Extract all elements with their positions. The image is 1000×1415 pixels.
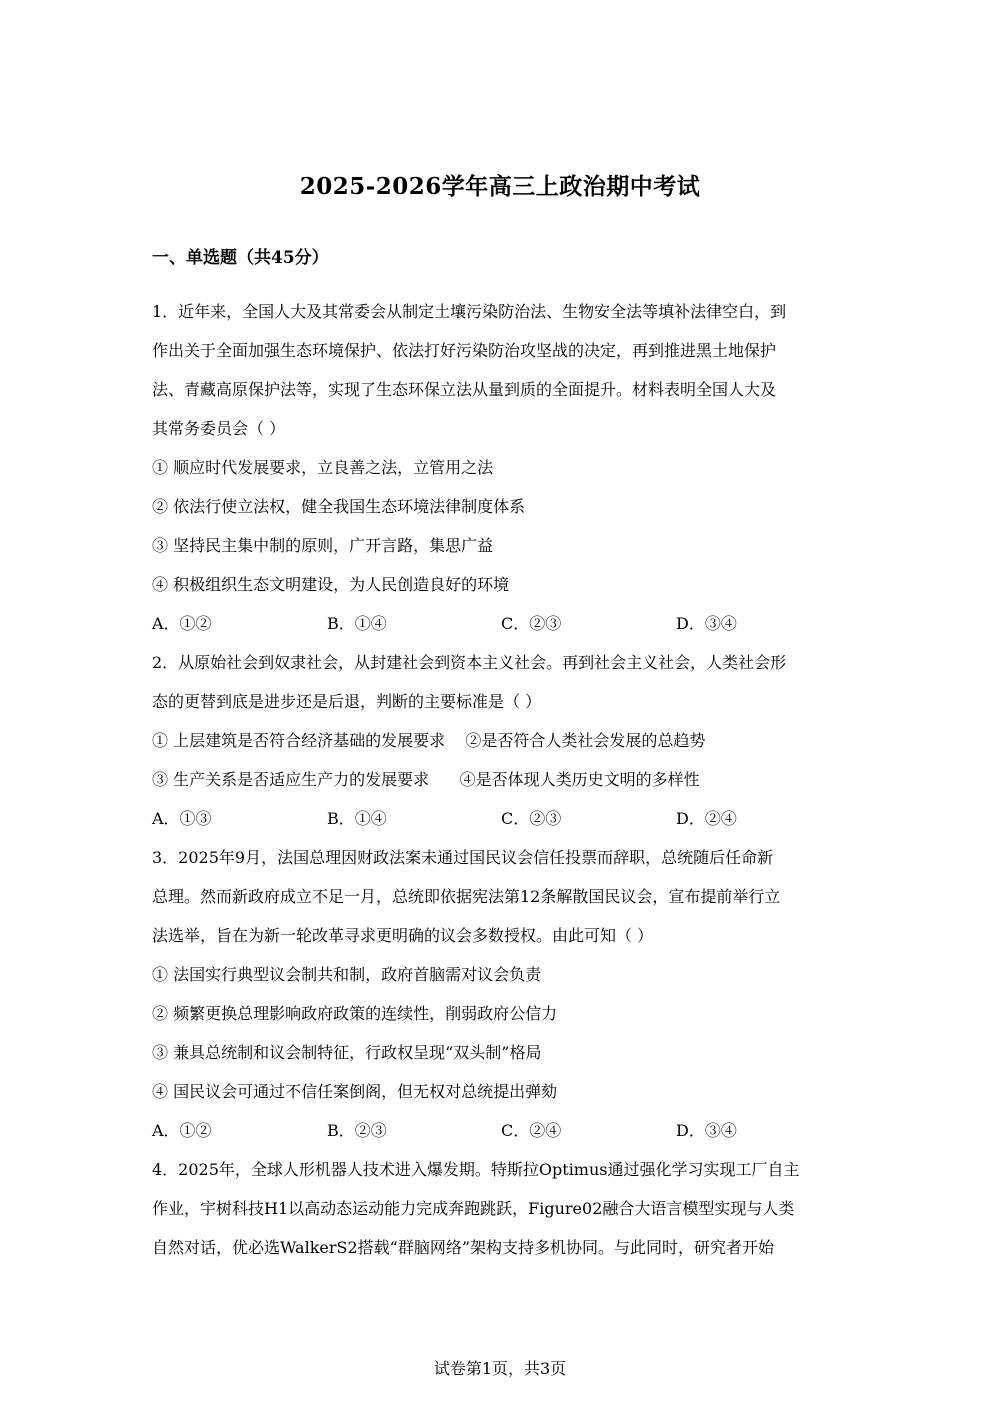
choice-d: D．③④ xyxy=(676,1121,737,1140)
statement-option: ① 顺应时代发展要求，立良善之法，立管用之法 xyxy=(152,458,494,477)
choice-b: B．①④ xyxy=(327,809,387,828)
choice-c: C．②③ xyxy=(501,809,562,828)
question-stem-line: 3．2025年9月，法国总理因财政法案未通过国民议会信任投票而辞职，总统随后任命新 xyxy=(152,848,774,867)
statement-option: ② 依法行使立法权，健全我国生态环境法律制度体系 xyxy=(152,497,526,516)
question-stem-line: 法选举，旨在为新一轮改革寻求更明确的议会多数授权。由此可知（ ） xyxy=(152,926,654,945)
question-stem-line: 作业，宇树科技H1以高动态运动能力完成奔跑跳跃，Figure02融合大语言模型实现与人类 xyxy=(152,1199,795,1218)
choice-d: D．②④ xyxy=(676,809,737,828)
question-4 xyxy=(152,1150,852,1267)
choice-b: B．①④ xyxy=(327,614,387,633)
answer-choices xyxy=(152,1111,852,1150)
page-title: 2025-2026学年高三上政治期中考试 xyxy=(299,173,701,200)
question-stem-line: 总理。然而新政府成立不足一月，总统即依据宪法第12条解散国民议会，宣布提前举行立 xyxy=(152,887,781,906)
question-stem-line: 其常务委员会（ ） xyxy=(152,419,286,438)
question-stem-line: 态的更替到底是进步还是后退，判断的主要标准是（ ） xyxy=(152,692,542,711)
question-1 xyxy=(152,292,852,643)
choice-c: C．②③ xyxy=(501,614,562,633)
choice-d: D．③④ xyxy=(676,614,737,633)
statement-option: ① 法国实行典型议会制共和制，政府首脑需对议会负责 xyxy=(152,965,542,984)
statement-option: ③ 兼具总统制和议会制特征，行政权呈现“双头制”格局 xyxy=(152,1043,542,1062)
statement-option: ① 上层建筑是否符合经济基础的发展要求 ②是否符合人类社会发展的总趋势 xyxy=(152,731,706,750)
choice-a: A．①② xyxy=(152,614,212,633)
page-footer: 试卷第1页，共3页 xyxy=(433,1359,567,1378)
question-3 xyxy=(152,838,852,1150)
statement-option: ② 频繁更换总理影响政府政策的连续性，削弱政府公信力 xyxy=(152,1004,558,1023)
statement-option: ③ 坚持民主集中制的原则，广开言路，集思广益 xyxy=(152,536,494,555)
statement-option: ④ 积极组织生态文明建设，为人民创造良好的环境 xyxy=(152,575,510,594)
question-stem-line: 作出关于全面加强生态环境保护、依法打好污染防治攻坚战的决定，再到推进黑土地保护 xyxy=(152,341,777,360)
section-heading: 一、单选题（共45分） xyxy=(152,248,329,268)
choice-a: A．①② xyxy=(152,1121,212,1140)
question-stem-line: 1．近年来，全国人大及其常委会从制定土壤污染防治法、生物安全法等填补法律空白，到 xyxy=(152,302,787,321)
choice-a: A．①③ xyxy=(152,809,212,828)
statement-option: ③ 生产关系是否适应生产力的发展要求 ④是否体现人类历史文明的多样性 xyxy=(152,770,700,789)
answer-choices xyxy=(152,604,852,643)
question-stem-line: 4．2025年，全球人形机器人技术进入爆发期。特斯拉Optimus通过强化学习实现工厂自主 xyxy=(152,1160,800,1179)
question-stem-line: 法、青藏高原保护法等，实现了生态环保立法从量到质的全面提升。材料表明全国人大及 xyxy=(152,380,777,399)
answer-choices xyxy=(152,799,852,838)
question-stem-line: 2．从原始社会到奴隶社会，从封建社会到资本主义社会。再到社会主义社会，人类社会形 xyxy=(152,653,787,672)
statement-option: ④ 国民议会可通过不信任案倒阁，但无权对总统提出弹劾 xyxy=(152,1082,558,1101)
question-2 xyxy=(152,643,852,838)
question-stem-line: 自然对话，优必选WalkerS2搭载“群脑网络”架构支持多机协同。与此同时，研究者开始 xyxy=(152,1238,775,1257)
choice-b: B．②③ xyxy=(327,1121,387,1140)
choice-c: C．②④ xyxy=(501,1121,562,1140)
question-list xyxy=(152,292,852,1267)
